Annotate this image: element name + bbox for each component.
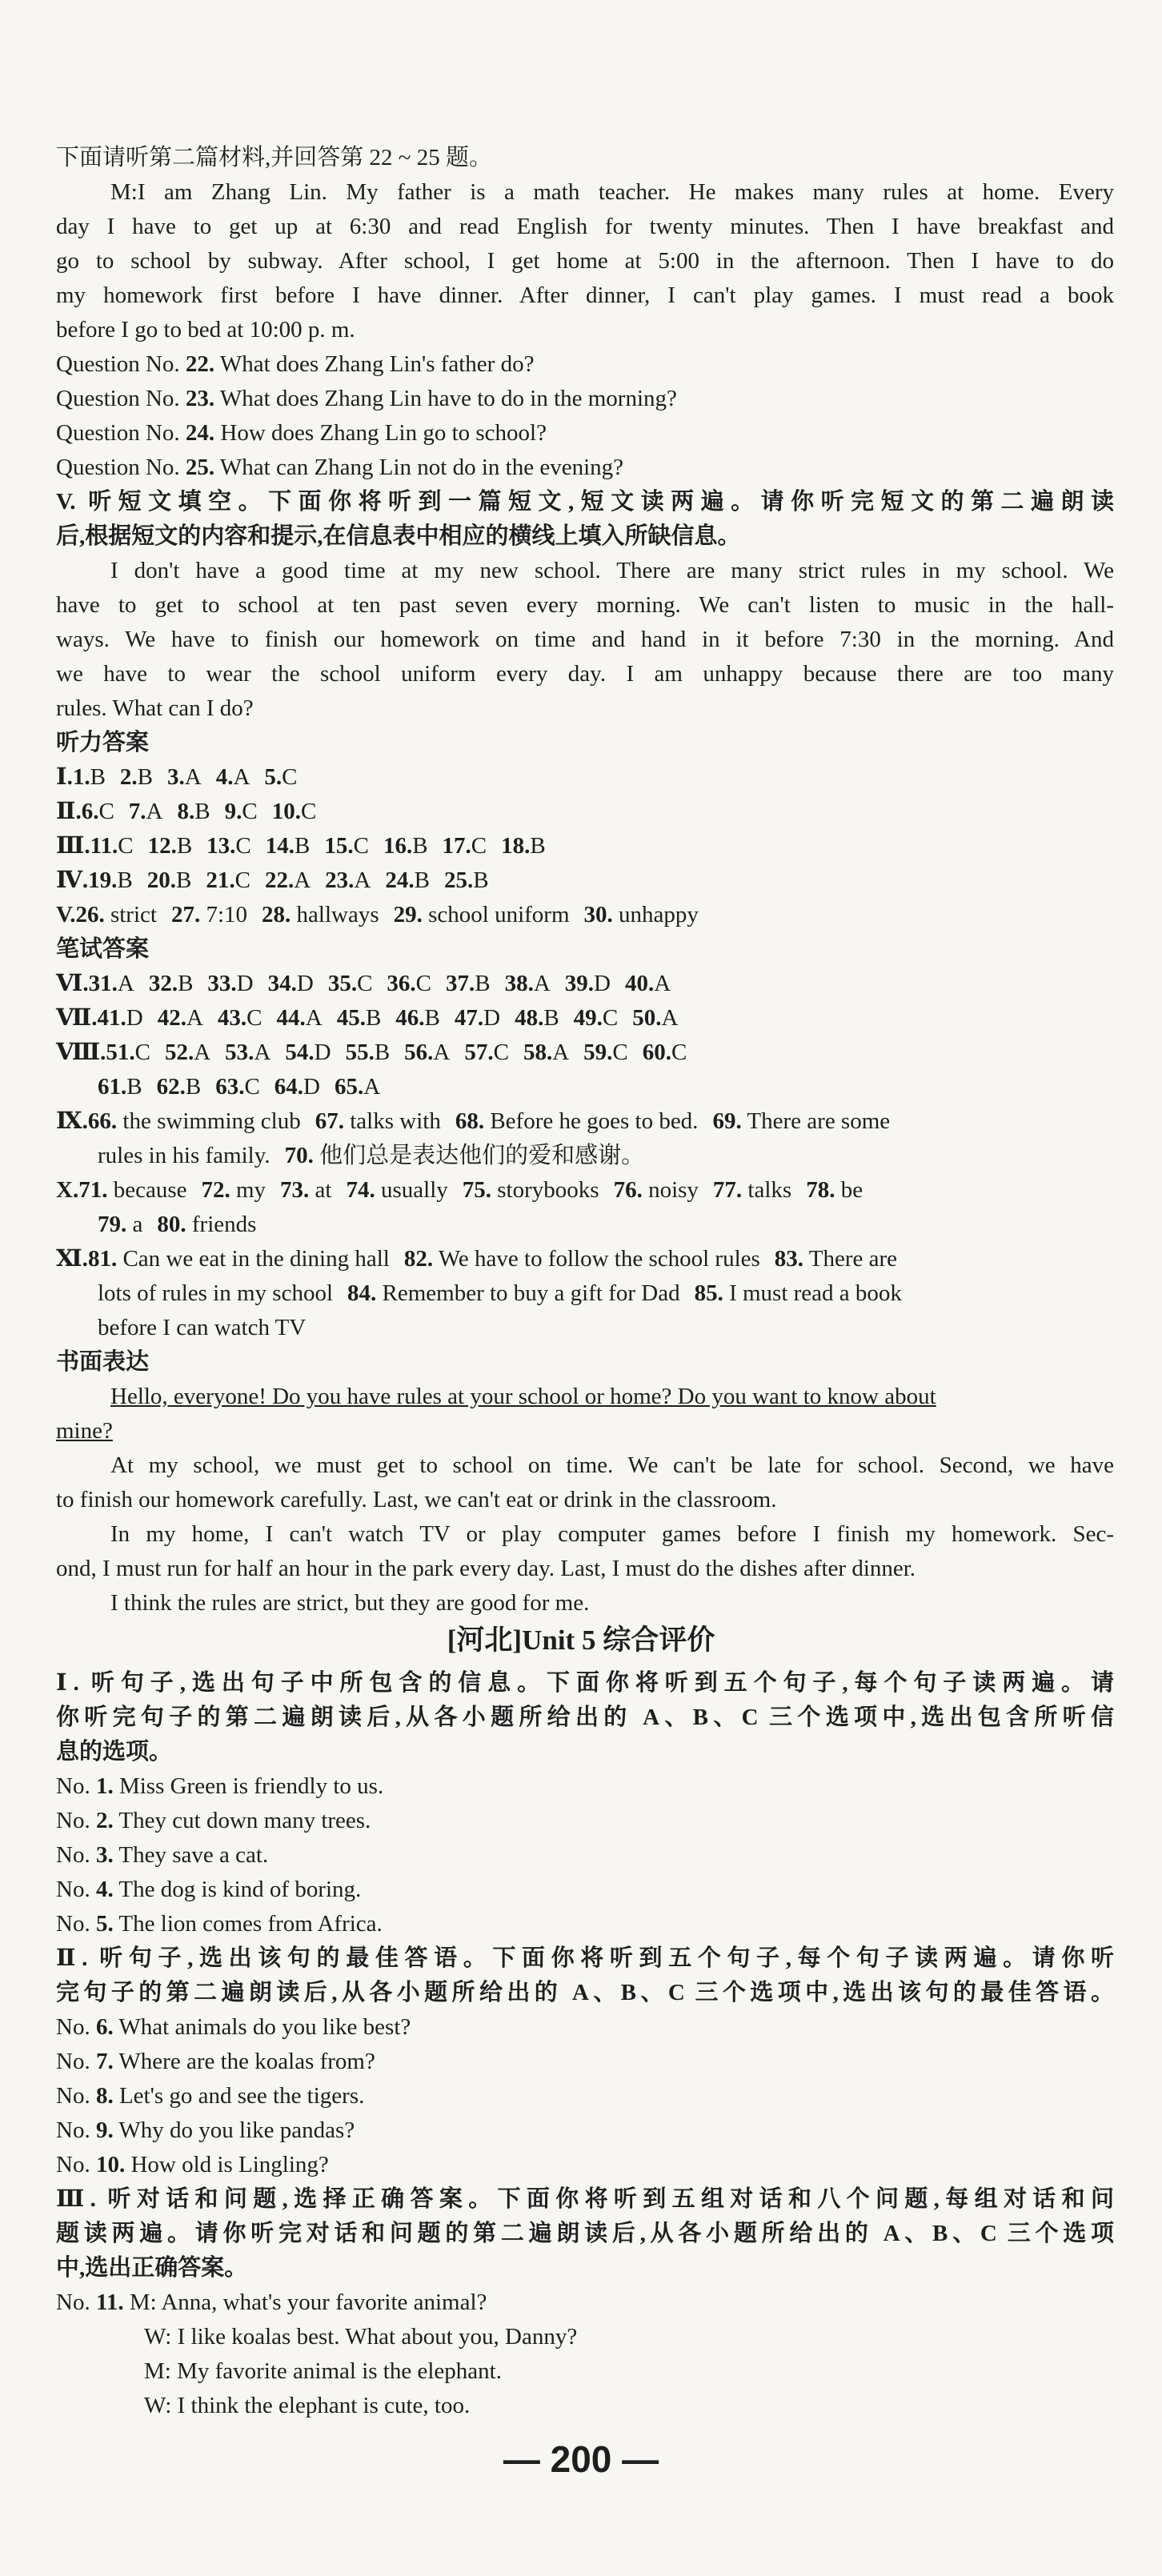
answer-row: Ⅳ.19.B 20.B 21.C 22.A 23.A 24.B 25.B <box>56 867 489 893</box>
passage-line: my homework first before I have dinner. After dinner, I can't play games. I must read a book <box>56 282 1114 308</box>
question-line: No. 4. The dog is kind of boring. <box>56 1877 362 1902</box>
passage-line: day I have to get up at 6:30 and read English for twenty minutes. Then I have breakfast and <box>56 214 1114 239</box>
answer-row: Ⅷ.51.C 52.A 53.A 54.D 55.B 56.A 57.C 58.A 59.C 60.C <box>56 1040 687 1065</box>
question-line: Question No. 23. What does Zhang Lin have to do in the morning? <box>56 386 677 411</box>
answer-row: Ⅸ.66. the swimming club 67. talks with 68. Before he goes to bed. 69. There are some <box>56 1108 891 1134</box>
essay-line: to finish our homework carefully. Last, we can't eat or drink in the classroom. <box>56 1487 777 1512</box>
question-line: Question No. 25. What can Zhang Lin not do in the evening? <box>56 455 624 480</box>
answer-row: Ⅱ.6.C 7.A 8.B 9.C 10.C <box>56 799 317 824</box>
answer-row: X.71. because 72. my 73. at 74. usually 75. storybooks 76. noisy 77. talks 78. be <box>56 1177 863 1203</box>
answer-row: 79. a 80. friends <box>98 1212 257 1237</box>
question-line: No. 6. What animals do you like best? <box>56 2014 411 2040</box>
passage-line: I don't have a good time at my new school. There are many strict rules in my school. We <box>110 558 1114 583</box>
answer-row: Ⅵ.31.A 32.B 33.D 34.D 35.C 36.C 37.B 38.A 39.D 40.A <box>56 971 671 996</box>
answer-row: 61.B 62.B 63.C 64.D 65.A <box>98 1074 381 1100</box>
answer-row: Ⅲ.11.C 12.B 13.C 14.B 15.C 16.B 17.C 18.B <box>56 833 546 859</box>
unit-title: [河北]Unit 5 综合评价 <box>447 1625 715 1656</box>
essay-intro: Hello, everyone! Do you have rules at your school or home? Do you want to know about <box>110 1384 936 1409</box>
essay-intro: mine? <box>56 1418 113 1444</box>
question-line: No. 9. Why do you like pandas? <box>56 2117 355 2143</box>
answer-row: rules in his family. 70. 他们总是表达他们的爱和感谢。 <box>98 1143 645 1168</box>
passage-line: have to get to school at ten past seven every morning. We can't listen to music in the hall- <box>56 592 1114 618</box>
instruction-line: 后,根据短文的内容和提示,在信息表中相应的横线上填入所缺信息。 <box>56 523 741 549</box>
instruction-line: Ⅱ. 听句子,选出该句的最佳答语。下面你将听到五个句子,每个句子读两遍。请你听 <box>56 1945 1114 1971</box>
passage-line: go to school by subway. After school, I get home at 5:00 in the afternoon. Then I have to do <box>56 248 1114 274</box>
answer-row: V.26. strict 27. 7:10 28. hallways 29. school uniform 30. unhappy <box>56 902 699 927</box>
passage-line: M:I am Zhang Lin. My father is a math teacher. He makes many rules at home. Every <box>110 179 1114 205</box>
instruction-line: V. 听短文填空。下面你将听到一篇短文,短文读两遍。请你听完短文的第二遍朗读 <box>56 489 1114 515</box>
dialogue-line: W: I like koalas best. What about you, Danny? <box>144 2324 578 2350</box>
question-line: No. 2. They cut down many trees. <box>56 1808 371 1833</box>
question-line: Question No. 24. How does Zhang Lin go to school? <box>56 420 547 446</box>
instruction-line: 你听完句子的第二遍朗读后,从各小题所给出的 A、B、C 三个选项中,选出包含所听信 <box>56 1705 1114 1730</box>
answer-row: before I can watch TV <box>98 1315 307 1340</box>
instruction-line: 题读两遍。请你听完对话和问题的第二遍朗读后,从各小题所给出的 A、B、C 三个选项 <box>56 2221 1114 2246</box>
question-line: No. 1. Miss Green is friendly to us. <box>56 1773 384 1799</box>
instruction-line: Ⅰ. 听句子,选出句子中所包含的信息。下面你将听到五个句子,每个句子读两遍。请 <box>56 1670 1114 1696</box>
instruction-line: 完句子的第二遍朗读后,从各小题所给出的 A、B、C 三个选项中,选出该句的最佳答语。 <box>56 1980 1114 2005</box>
page-number: — 200 — <box>503 2438 659 2480</box>
passage-line: rules. What can I do? <box>56 695 254 721</box>
question-line: No. 3. They save a cat. <box>56 1842 269 1868</box>
question-line: No. 10. How old is Lingling? <box>56 2152 329 2177</box>
answer-row: Ⅶ.41.D 42.A 43.C 44.A 45.B 46.B 47.D 48.B 49.C 50.A <box>56 1005 679 1031</box>
written-answers-heading: 笔试答案 <box>56 936 150 962</box>
answer-row: lots of rules in my school 84. Remember to buy a gift for Dad 85. I must read a book <box>98 1280 902 1306</box>
dialogue-line: M: My favorite animal is the elephant. <box>144 2358 502 2384</box>
instruction-line: 息的选项。 <box>56 1739 173 1765</box>
passage-line: we have to wear the school uniform every day. I am unhappy because there are too many <box>56 661 1114 687</box>
question-line: No. 7. Where are the koalas from? <box>56 2049 375 2074</box>
section2-intro: 下面请听第二篇材料,并回答第 22 ~ 25 题。 <box>56 145 492 170</box>
essay-line: I think the rules are strict, but they are good for me. <box>110 1590 590 1616</box>
question-line: No. 5. The lion comes from Africa. <box>56 1911 383 1937</box>
question-line: Question No. 22. What does Zhang Lin's father do? <box>56 351 535 377</box>
listening-answers-heading: 听力答案 <box>56 730 150 755</box>
dialogue-line: W: I think the elephant is cute, too. <box>144 2393 471 2418</box>
passage-line: before I go to bed at 10:00 p. m. <box>56 317 355 343</box>
answer-row: Ⅰ.1.B 2.B 3.A 4.A 5.C <box>56 764 298 790</box>
dialogue-line: No. 11. M: Anna, what's your favorite animal? <box>56 2290 487 2315</box>
essay-line: At my school, we must get to school on time. We can't be late for school. Second, we have <box>110 1452 1114 1478</box>
essay-line: In my home, I can't watch TV or play computer games before I finish my homework. Sec- <box>110 1521 1114 1547</box>
answer-row: Ⅺ.81. Can we eat in the dining hall 82. We have to follow the school rules 83. There are <box>56 1246 898 1272</box>
question-line: No. 8. Let's go and see the tigers. <box>56 2083 365 2109</box>
instruction-line: 中,选出正确答案。 <box>56 2255 248 2281</box>
passage-line: ways. We have to finish our homework on time and hand in it before 7:30 in the morning. And <box>56 627 1114 652</box>
instruction-line: Ⅲ. 听对话和问题,选择正确答案。下面你将听到五组对话和八个问题,每组对话和问 <box>56 2186 1114 2212</box>
writing-heading: 书面表达 <box>56 1349 150 1375</box>
essay-line: ond, I must run for half an hour in the park every day. Last, I must do the dishes after dinner. <box>56 1556 916 1581</box>
